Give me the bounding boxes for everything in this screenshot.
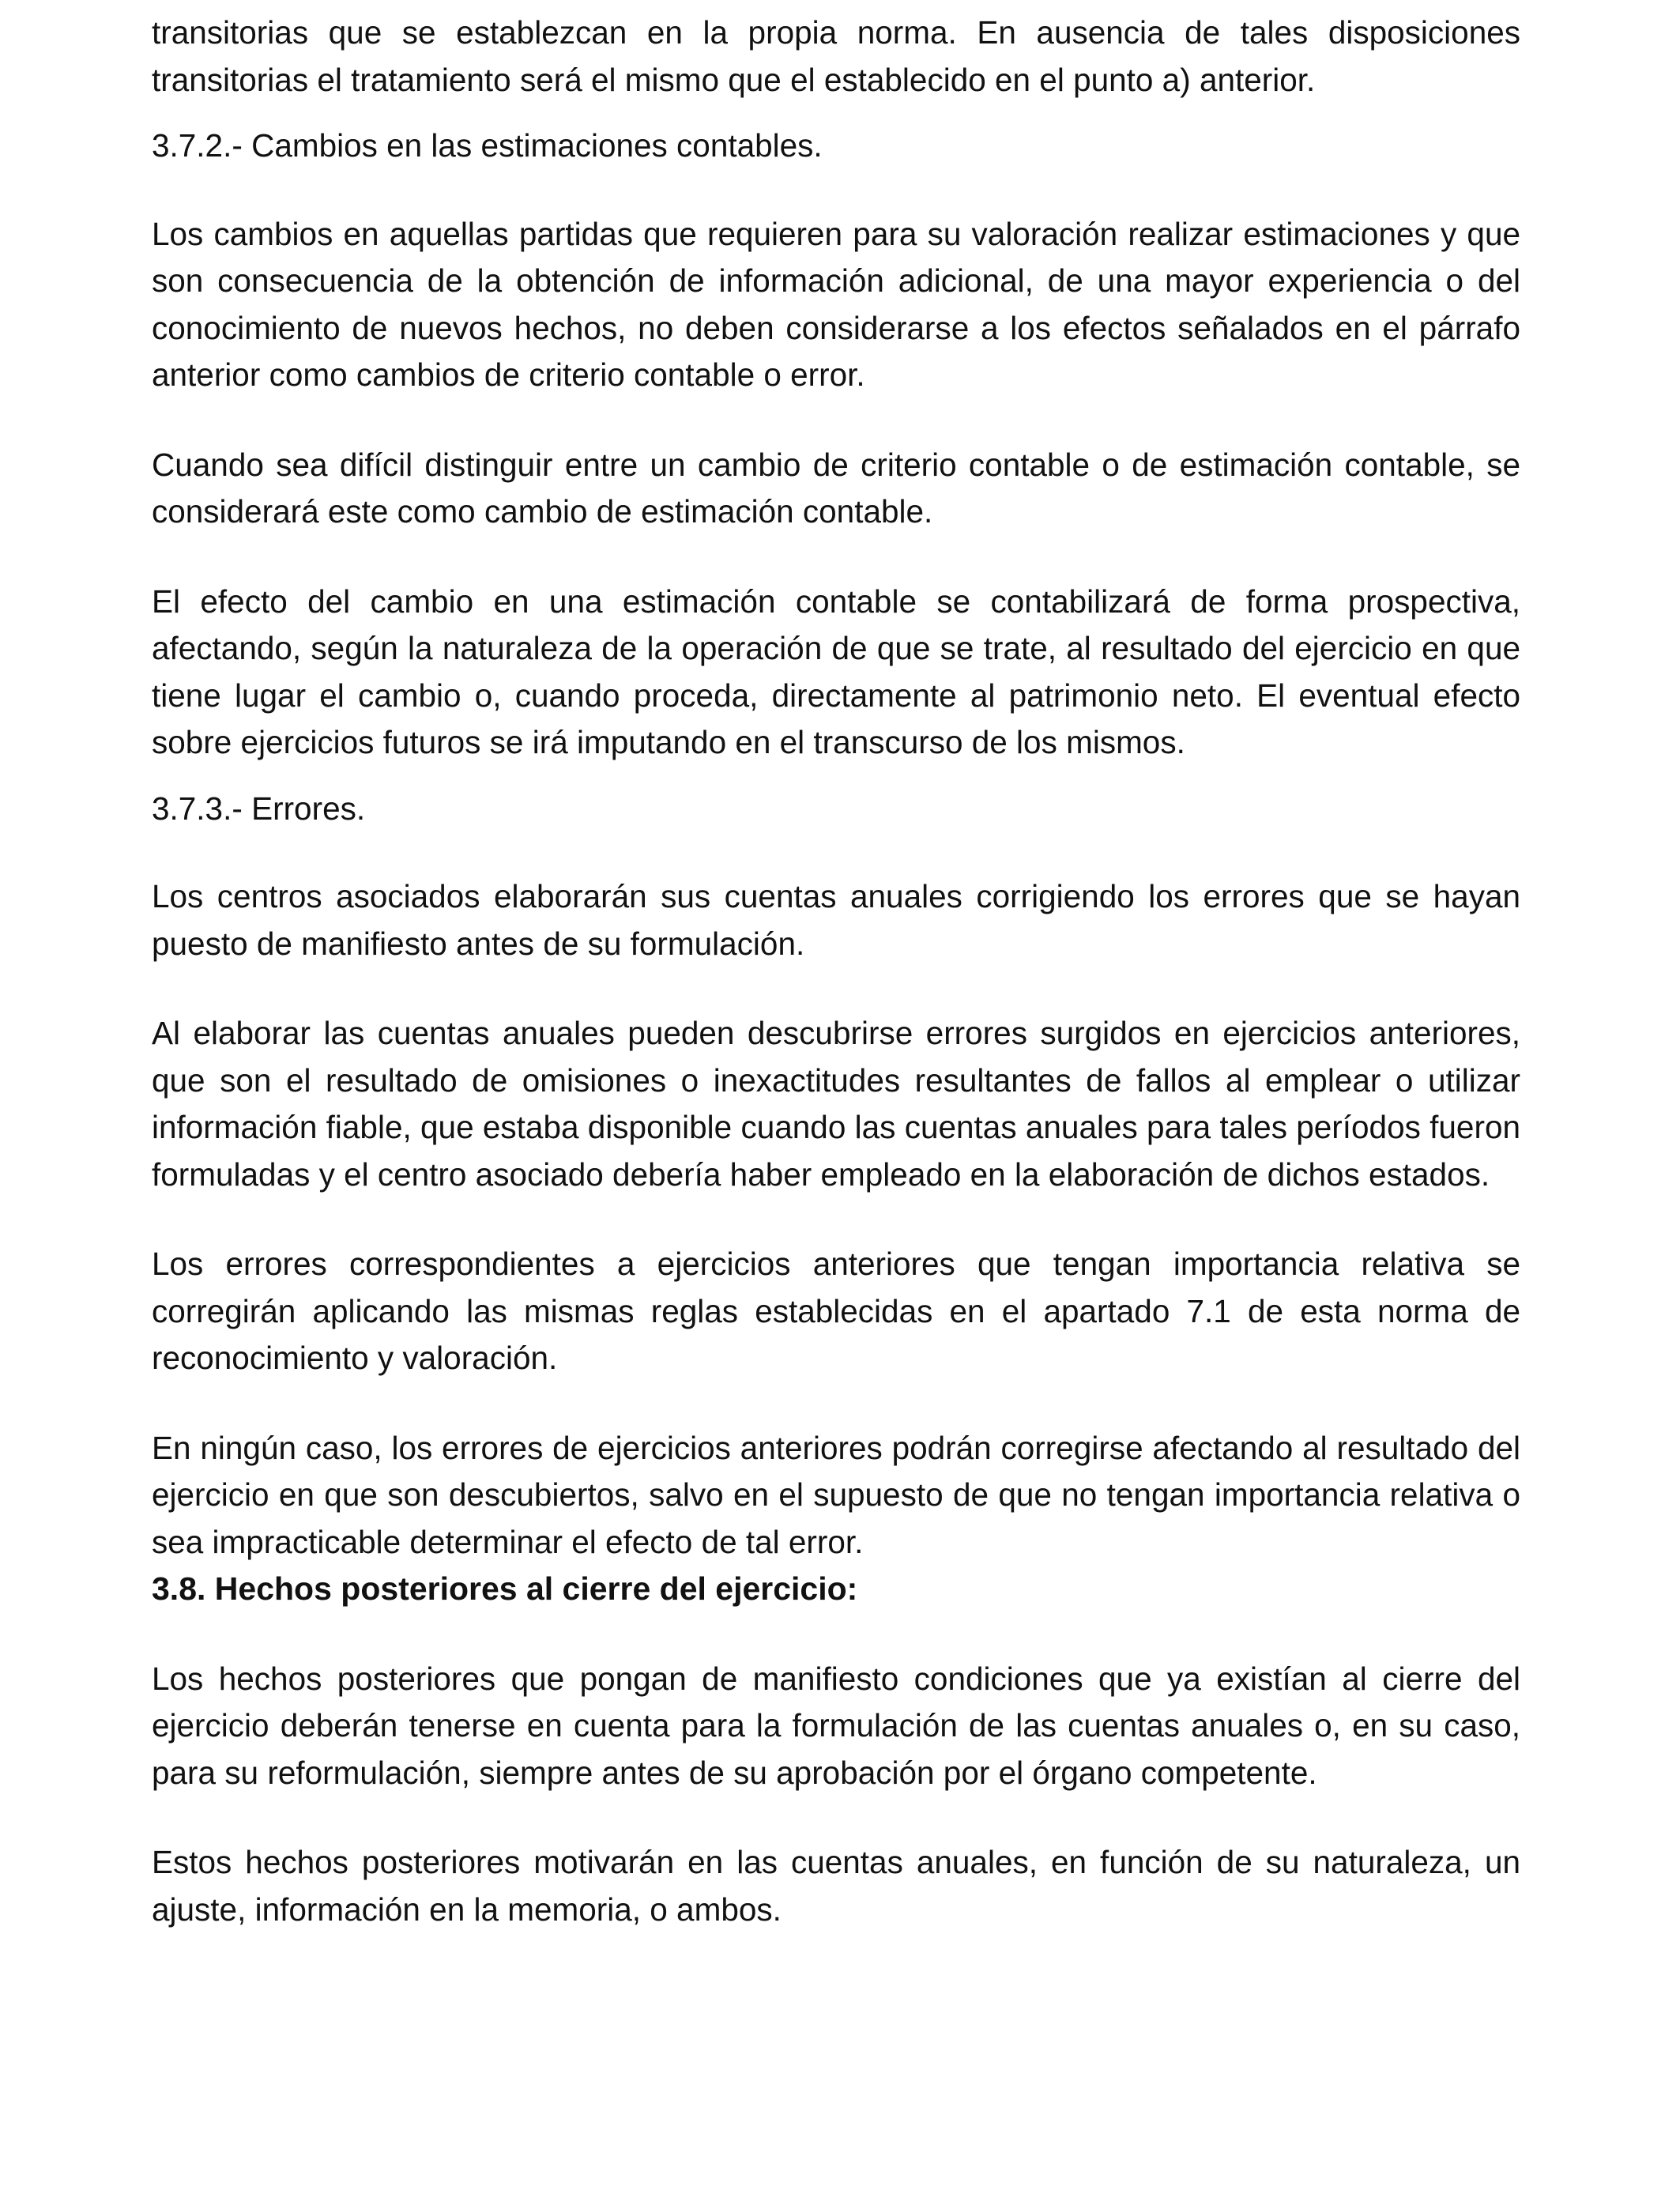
section-3-7-2-title: 3.7.2.- Cambios en las estimaciones contables.	[152, 127, 823, 164]
section-3-8-heading: 3.8. Hechos posteriores al cierre del ejercicio:	[152, 1570, 858, 1607]
section-3-8-paragraph-2: Estos hechos posteriores motivarán en las cuentas anuales, en función de su naturaleza, un ajuste, información en la memoria, o ambos.	[152, 1844, 1520, 1928]
section-3-8-paragraph-1: Los hechos posteriores que pongan de manifiesto condiciones que ya existían al cierre del ejercicio deberán tenerse en cuenta para la formulación de las cuentas anuales o, en su caso, para su reformulación, siempre antes de su aprobación por el órgano competente.	[152, 1660, 1520, 1791]
section-3-7-2-paragraph-3: El efecto del cambio en una estimación contable se contabilizará de forma prospectiva, afectando, según la naturaleza de la operación de que se trate, al resultado del ejercicio en que tiene lugar el cambio o, cuando proceda, directamente al patrimonio neto. El eventual efecto sobre ejercicios futuros se irá imputando en el transcurso de los mismos.	[152, 582, 1520, 760]
intro-paragraph: transitorias que se establezcan en la propia norma. En ausencia de tales disposiciones transitorias el tratamiento será el mismo que el establecido en el punto a) anterior.	[152, 14, 1520, 98]
section-3-7-3-paragraph-1: Los centros asociados elaborarán sus cuentas anuales corrigiendo los errores que se hayan puesto de manifiesto antes de su formulación.	[152, 878, 1520, 962]
section-3-7-3-title: 3.7.3.- Errores.	[152, 790, 366, 827]
document-page	[152, 9, 1520, 1933]
section-3-7-2-paragraph-1: Los cambios en aquellas partidas que requieren para su valoración realizar estimaciones y que son consecuencia de la obtención de información adicional, de una mayor experiencia o del conocimiento de nuevos hechos, no deben considerarse a los efectos señalados en el párrafo anterior como cambios de criterio contable o error.	[152, 215, 1520, 393]
section-3-7-3-paragraph-2: Al elaborar las cuentas anuales pueden descubrirse errores surgidos en ejercicios anteriores, que son el resultado de omisiones o inexactitudes resultantes de fallos al emplear o utilizar información fiable, que estaba disponible cuando las cuentas anuales para tales períodos fueron formuladas y el centro asociado debería haber empleado en la elaboración de dichos estados.	[152, 1015, 1520, 1193]
section-3-7-3-paragraph-4: En ningún caso, los errores de ejercicios anteriores podrán corregirse afectando al resultado del ejercicio en que son descubiertos, salvo en el supuesto de que no tengan importancia relativa o sea impracticable determinar el efecto de tal error.	[152, 1429, 1520, 1560]
section-3-7-3-paragraph-3: Los errores correspondientes a ejercicios anteriores que tengan importancia relativa se corregirán aplicando las mismas reglas establecidas en el apartado 7.1 de esta norma de reconocimiento y valoración.	[152, 1246, 1520, 1376]
section-3-7-2-paragraph-2: Cuando sea difícil distinguir entre un cambio de criterio contable o de estimación contable, se considerará este como cambio de estimación contable.	[152, 446, 1520, 530]
